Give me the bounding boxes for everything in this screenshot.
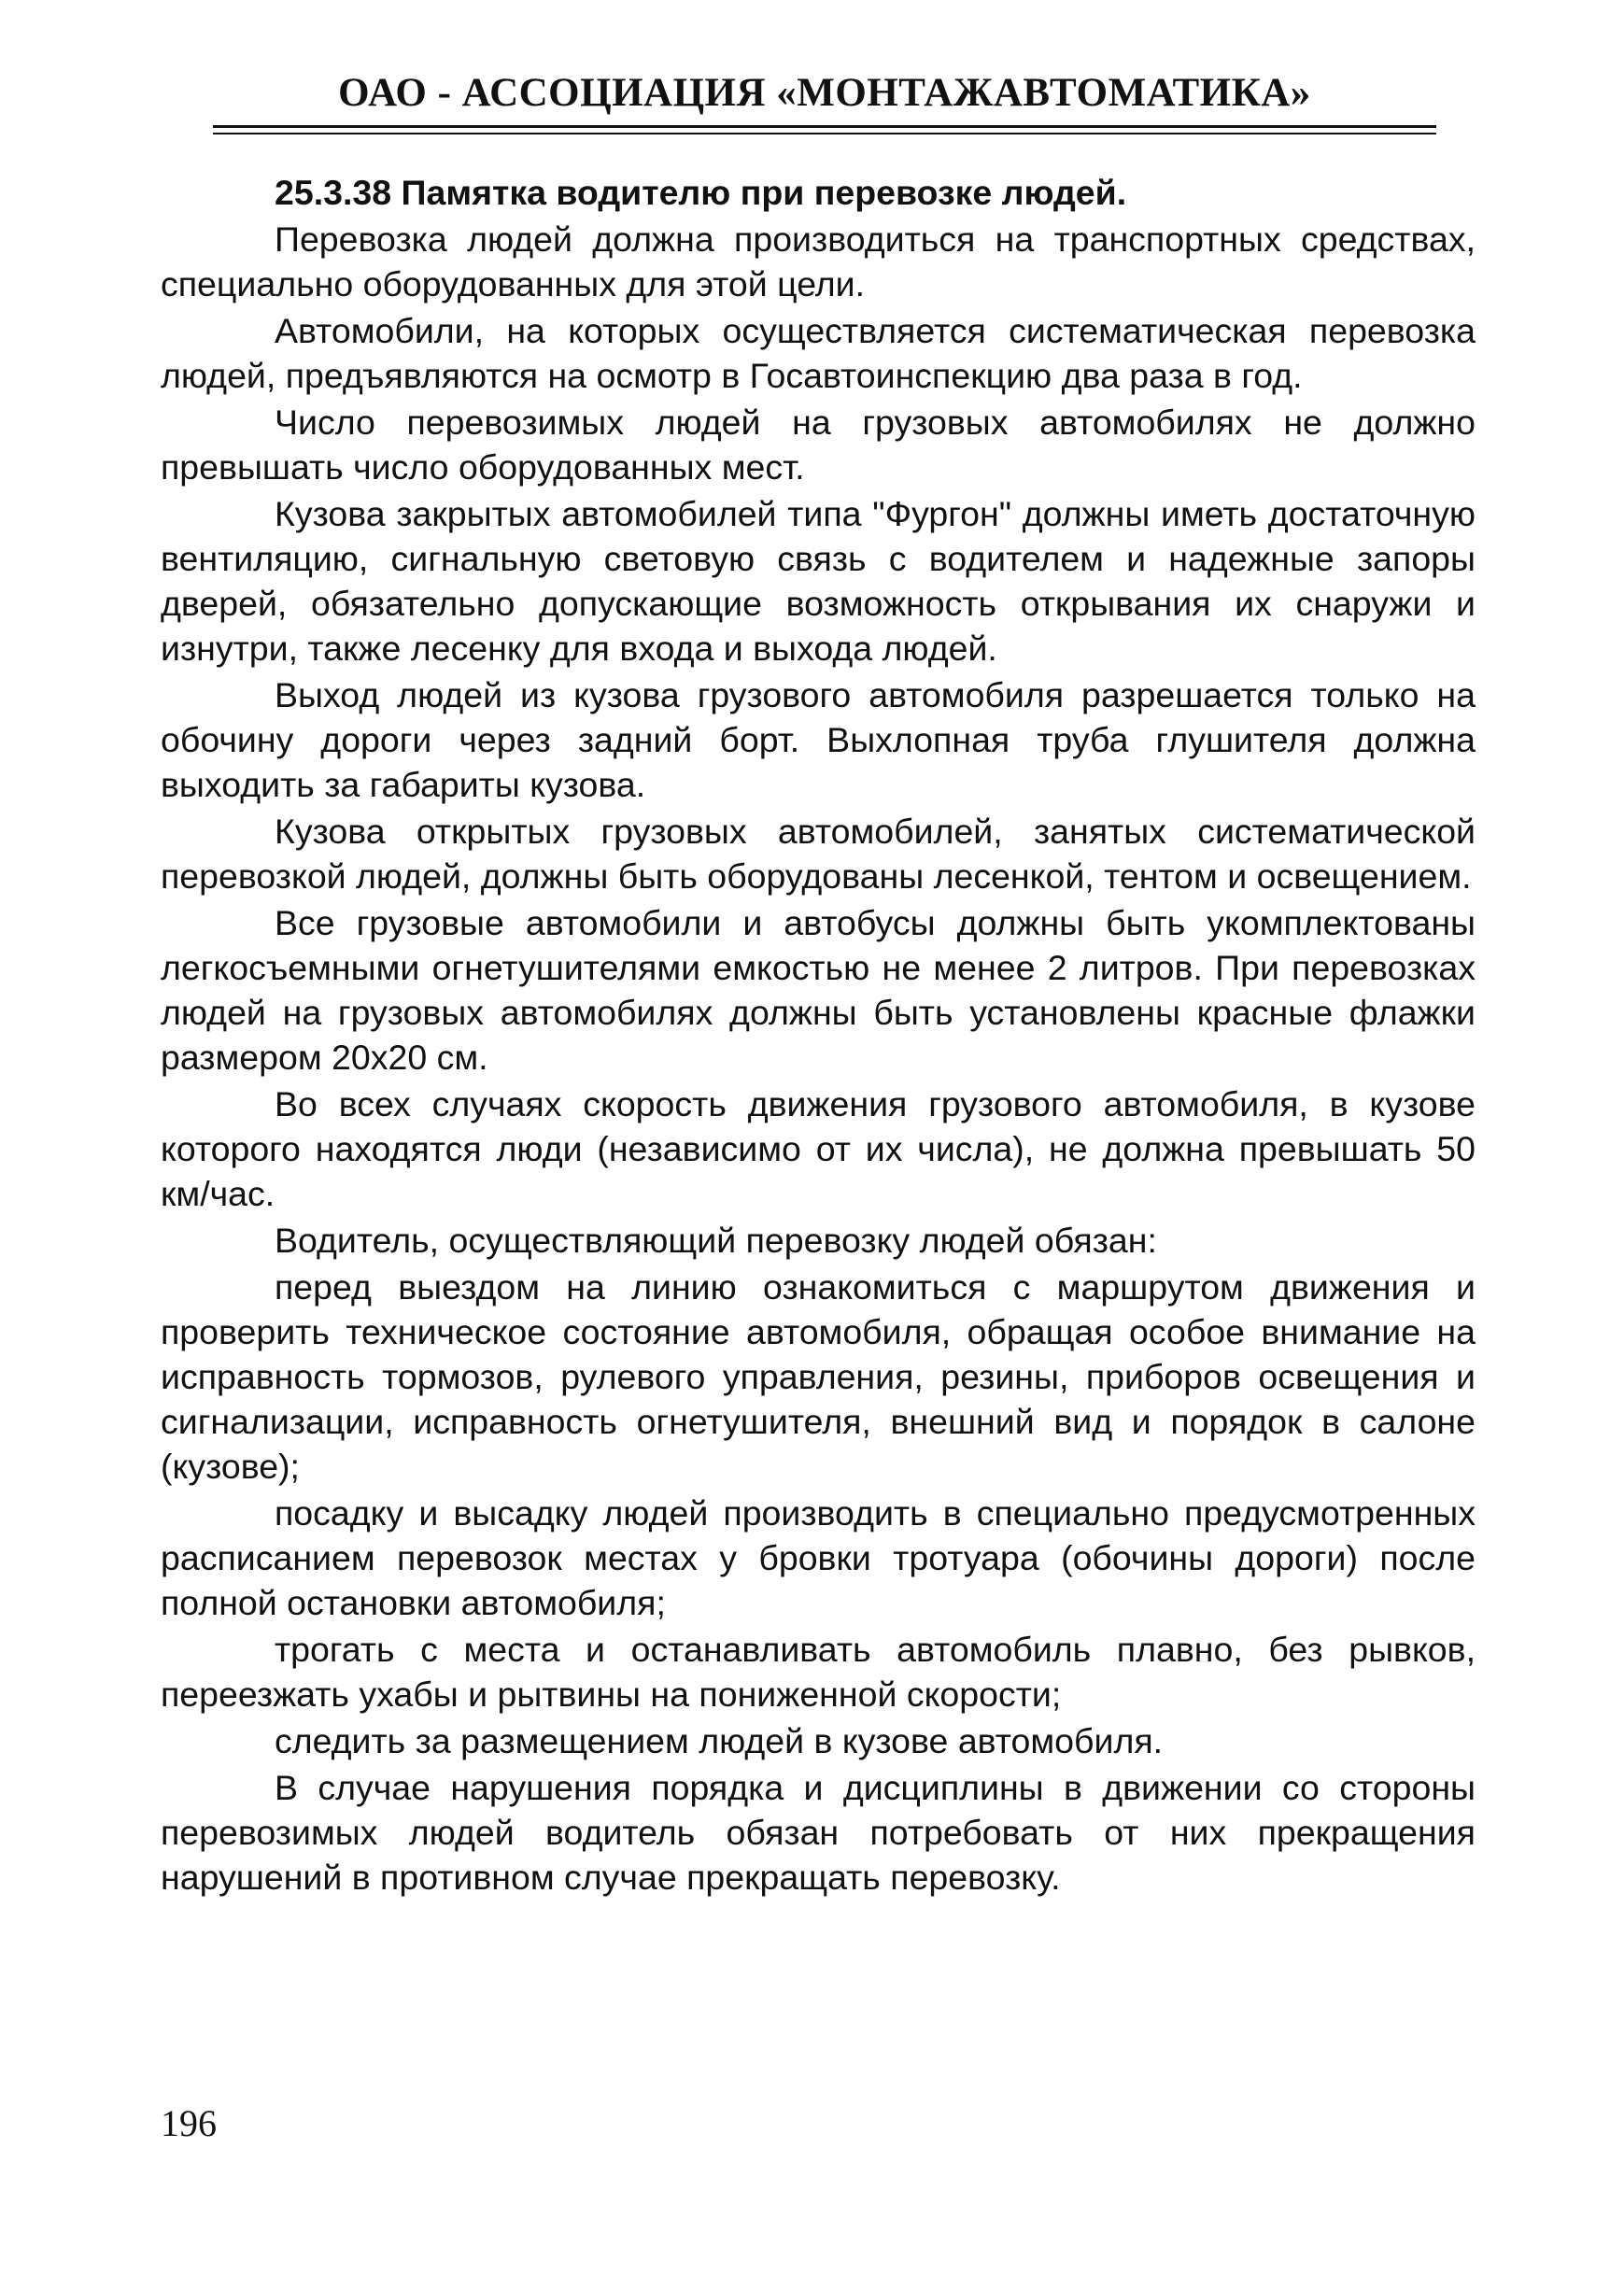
paragraph: Выход людей из кузова грузового автомобиля разрешается только на обочину дороги через задний борт. Выхлопная труба глушителя должна выходить за габариты кузова.	[161, 675, 1476, 804]
paragraph: Кузова открытых грузовых автомобилей, занятых систематической перевозкой людей, должны быть оборудованы лесенкой, тентом и освещением.	[161, 812, 1476, 896]
paragraph: Водитель, осуществляющий перевозку людей обязан:	[275, 1221, 1157, 1260]
document-body	[161, 170, 1476, 1901]
header-rule-bottom	[213, 133, 1436, 134]
paragraph: Во всех случаях скорость движения грузового автомобиля, в кузове которого находятся люди (независимо от их числа), не должна превышать 50 км/час.	[161, 1084, 1476, 1213]
page-header	[213, 67, 1436, 134]
paragraph: трогать с места и останавливать автомобиль плавно, без рывков, переезжать ухабы и рытвины на пониженной скорости;	[161, 1630, 1476, 1714]
page-number: 196	[161, 2102, 217, 2144]
paragraph: Автомобили, на которых осуществляется систематическая перевозка людей, предъявляются на осмотр в Госавтоинспекцию два раза в год.	[161, 311, 1476, 395]
paragraph: посадку и высадку людей производить в специально предусмотренных расписанием перевозок местах у бровки тротуара (обочины дороги) после полной остановки автомобиля;	[161, 1493, 1476, 1622]
paragraph: следить за размещением людей в кузове автомобиля.	[275, 1721, 1164, 1760]
header-rule-top	[213, 125, 1436, 128]
paragraph: Кузова закрытых автомобилей типа "Фургон" должны иметь достаточную вентиляцию, сигнальную световую связь с водителем и надежные запоры дверей, обязательно допускающие возможность открывания их снаружи и изнутри, также лесенку для входа и выхода людей.	[161, 494, 1476, 668]
paragraph: перед выездом на линию ознакомиться с маршрутом движения и проверить техническое состояние автомобиля, обращая особое внимание на исправность тормозов, рулевого управления, резины, приборов освещения и сигнализации, исправность огнетушителя, внешний вид и порядок в салоне (кузове);	[161, 1267, 1476, 1486]
paragraph: Число перевозимых людей на грузовых автомобилях не должно превышать число оборудованных мест.	[161, 403, 1476, 487]
organization-title: ОАО - АССОЦИАЦИЯ «МОНТАЖАВТОМАТИКА»	[338, 71, 1311, 115]
section-heading: 25.3.38 Памятка водителю при перевозке людей.	[275, 173, 1127, 212]
paragraph: В случае нарушения порядка и дисциплины в движении со стороны перевозимых людей водитель обязан потребовать от них прекращения нарушений в противном случае прекращать перевозку.	[161, 1768, 1476, 1897]
paragraph: Перевозка людей должна производиться на транспортных средствах, специально оборудованных для этой цели.	[161, 219, 1476, 304]
paragraph: Все грузовые автомобили и автобусы должны быть укомплектованы легкосъемными огнетушителями емкостью не менее 2 литров. При перевозках людей на грузовых автомобилях должны быть установлены красные флажки размером 20х20 см.	[161, 903, 1476, 1077]
